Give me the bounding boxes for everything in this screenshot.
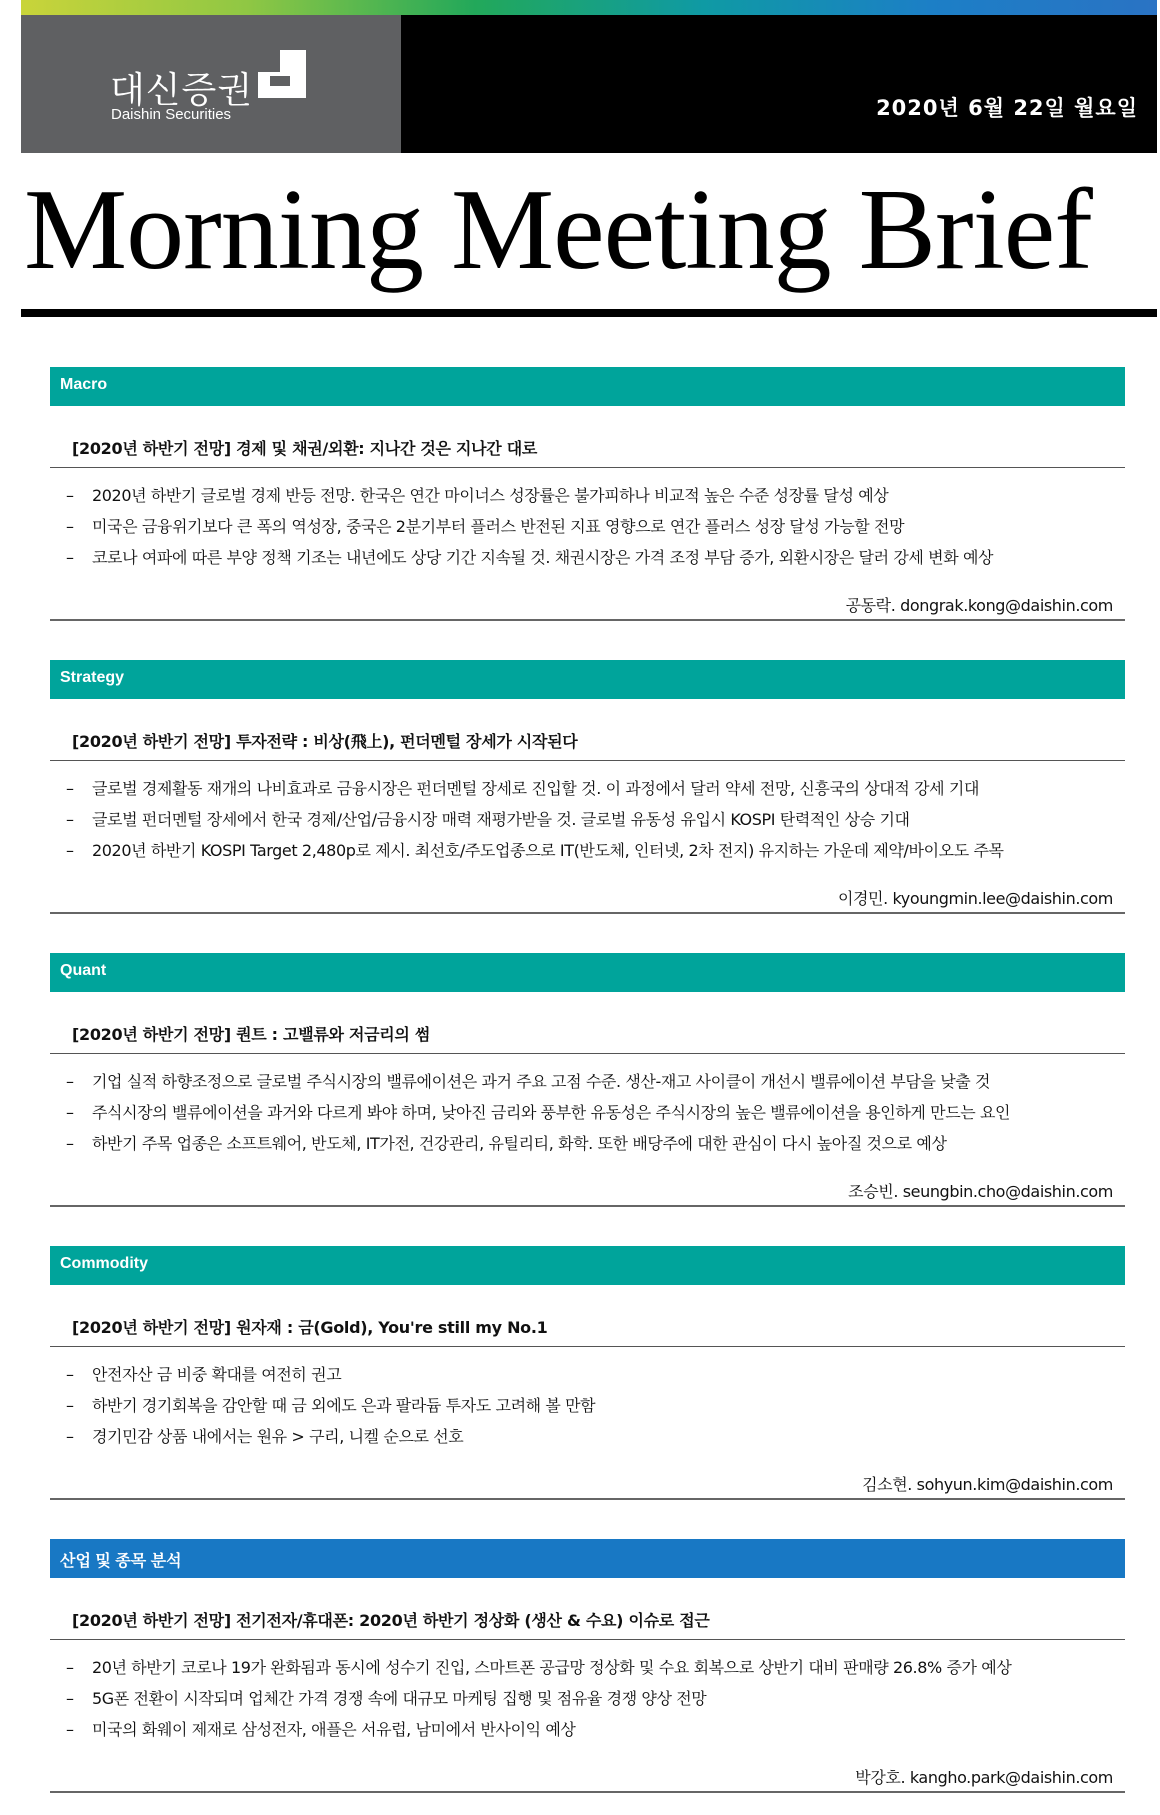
bullet-list xyxy=(50,1359,1125,1452)
section-headline: [2020년 하반기 전망] 퀀트 : 고밸류와 저금리의 썸 xyxy=(72,1025,430,1044)
author-contact: 김소현. sohyun.kim@daishin.com xyxy=(862,1475,1113,1494)
headline-divider xyxy=(50,1053,1125,1054)
bullet-item: – 하반기 주목 업종은 소프트웨어, 반도체, IT가전, 건강관리, 유틸리티, 화학. 또한 배당주에 대한 관심이 다시 높아질 것으로 예상 xyxy=(50,1128,1125,1159)
logo-text-korean: 대신증권 xyxy=(110,70,254,111)
bullet-item: – 주식시장의 밸류에이션을 과거와 다르게 봐야 하며, 낮아진 금리와 풍부한 유동성은 주식시장의 높은 밸류에이션을 용인하게 만드는 요인 xyxy=(50,1097,1125,1128)
section-headline: [2020년 하반기 전망] 경제 및 채권/외환: 지나간 것은 지나간 대로 xyxy=(72,439,538,458)
section-divider xyxy=(50,1791,1125,1793)
top-gradient-bar xyxy=(21,0,1157,15)
section-strategy xyxy=(50,660,1125,914)
section-divider xyxy=(50,619,1125,621)
bullet-item: – 글로벌 경제활동 재개의 나비효과로 금융시장은 펀더멘털 장세로 진입할 것. 이 과정에서 달러 약세 전망, 신흥국의 상대적 강세 기대 xyxy=(50,773,1125,804)
author-contact: 조승빈. seungbin.cho@daishin.com xyxy=(848,1182,1113,1201)
section-label: Macro xyxy=(50,367,1125,406)
headline-divider xyxy=(50,1346,1125,1347)
bullet-item: – 미국은 금융위기보다 큰 폭의 역성장, 중국은 2분기부터 플러스 반전된 지표 영향으로 연간 플러스 성장 달성 가능할 전망 xyxy=(50,511,1125,542)
bullet-list xyxy=(50,480,1125,573)
section-divider xyxy=(50,1205,1125,1207)
section-headline: [2020년 하반기 전망] 전기전자/휴대폰: 2020년 하반기 정상화 (생산 & 수요) 이슈로 접근 xyxy=(72,1611,710,1630)
bullet-item: – 글로벌 펀더멘털 장세에서 한국 경제/산업/금융시장 매력 재평가받을 것. 글로벌 유동성 유입시 KOSPI 탄력적인 상승 기대 xyxy=(50,804,1125,835)
page-title: Morning Meeting Brief xyxy=(24,166,1092,294)
bullet-item: – 하반기 경기회복을 감안할 때 금 외에도 은과 팔라듐 투자도 고려해 볼 만함 xyxy=(50,1390,1125,1421)
headline-divider xyxy=(50,1639,1125,1640)
section-industry-analysis xyxy=(50,1539,1125,1793)
bullet-item: – 코로나 여파에 따른 부양 정책 기조는 내년에도 상당 기간 지속될 것. 채권시장은 가격 조정 부담 증가, 외환시장은 달러 강세 변화 예상 xyxy=(50,542,1125,573)
author-contact: 공동락. dongrak.kong@daishin.com xyxy=(845,596,1113,615)
bullet-list xyxy=(50,1652,1125,1745)
bullet-item: – 2020년 하반기 KOSPI Target 2,480p로 제시. 최선호/주도업종으로 IT(반도체, 인터넷, 2차 전지) 유지하는 가운데 제약/바이오도 주목 xyxy=(50,835,1125,866)
bullet-list xyxy=(50,773,1125,866)
section-headline: [2020년 하반기 전망] 투자전략 : 비상(飛上), 펀더멘털 장세가 시작된다 xyxy=(72,732,578,751)
headline-divider xyxy=(50,760,1125,761)
section-label: Quant xyxy=(50,953,1125,992)
bullet-item: – 20년 하반기 코로나 19가 완화됨과 동시에 성수기 진입, 스마트폰 공급망 정상화 및 수요 회복으로 상반기 대비 판매량 26.8% 증가 예상 xyxy=(50,1652,1125,1683)
report-date: 2020년 6월 22일 월요일 xyxy=(876,96,1138,120)
bullet-item: – 기업 실적 하향조정으로 글로벌 주식시장의 밸류에이션은 과거 주요 고점 수준. 생산-재고 사이클이 개선시 밸류에이션 부담을 낮출 것 xyxy=(50,1066,1125,1097)
section-commodity xyxy=(50,1246,1125,1500)
section-divider xyxy=(50,912,1125,914)
daishin-logo-icon xyxy=(256,48,308,100)
bullet-list xyxy=(50,1066,1125,1159)
bullet-item: – 미국의 화웨이 제재로 삼성전자, 애플은 서유럽, 남미에서 반사이익 예상 xyxy=(50,1714,1125,1745)
section-headline: [2020년 하반기 전망] 원자재 : 금(Gold), You're still my No.1 xyxy=(72,1318,548,1337)
section-macro xyxy=(50,367,1125,621)
logo-text-english: Daishin Securities xyxy=(111,106,232,123)
section-label: 산업 및 종목 분석 xyxy=(50,1539,1125,1578)
title-divider xyxy=(21,309,1157,317)
bullet-item: – 2020년 하반기 글로벌 경제 반등 전망. 한국은 연간 마이너스 성장률은 불가피하나 비교적 높은 수준 성장률 달성 예상 xyxy=(50,480,1125,511)
author-contact: 박강호. kangho.park@daishin.com xyxy=(855,1768,1113,1787)
section-divider xyxy=(50,1498,1125,1500)
headline-divider xyxy=(50,467,1125,468)
date-panel xyxy=(401,15,1157,153)
section-label: Strategy xyxy=(50,660,1125,699)
bullet-item: – 안전자산 금 비중 확대를 여전히 권고 xyxy=(50,1359,1125,1390)
bullet-item: – 5G폰 전환이 시작되며 업체간 가격 경쟁 속에 대규모 마케팅 집행 및 점유율 경쟁 양상 전망 xyxy=(50,1683,1125,1714)
section-quant xyxy=(50,953,1125,1207)
author-contact: 이경민. kyoungmin.lee@daishin.com xyxy=(837,889,1113,908)
section-label: Commodity xyxy=(50,1246,1125,1285)
bullet-item: – 경기민감 상품 내에서는 원유 > 구리, 니켈 순으로 선호 xyxy=(50,1421,1125,1452)
